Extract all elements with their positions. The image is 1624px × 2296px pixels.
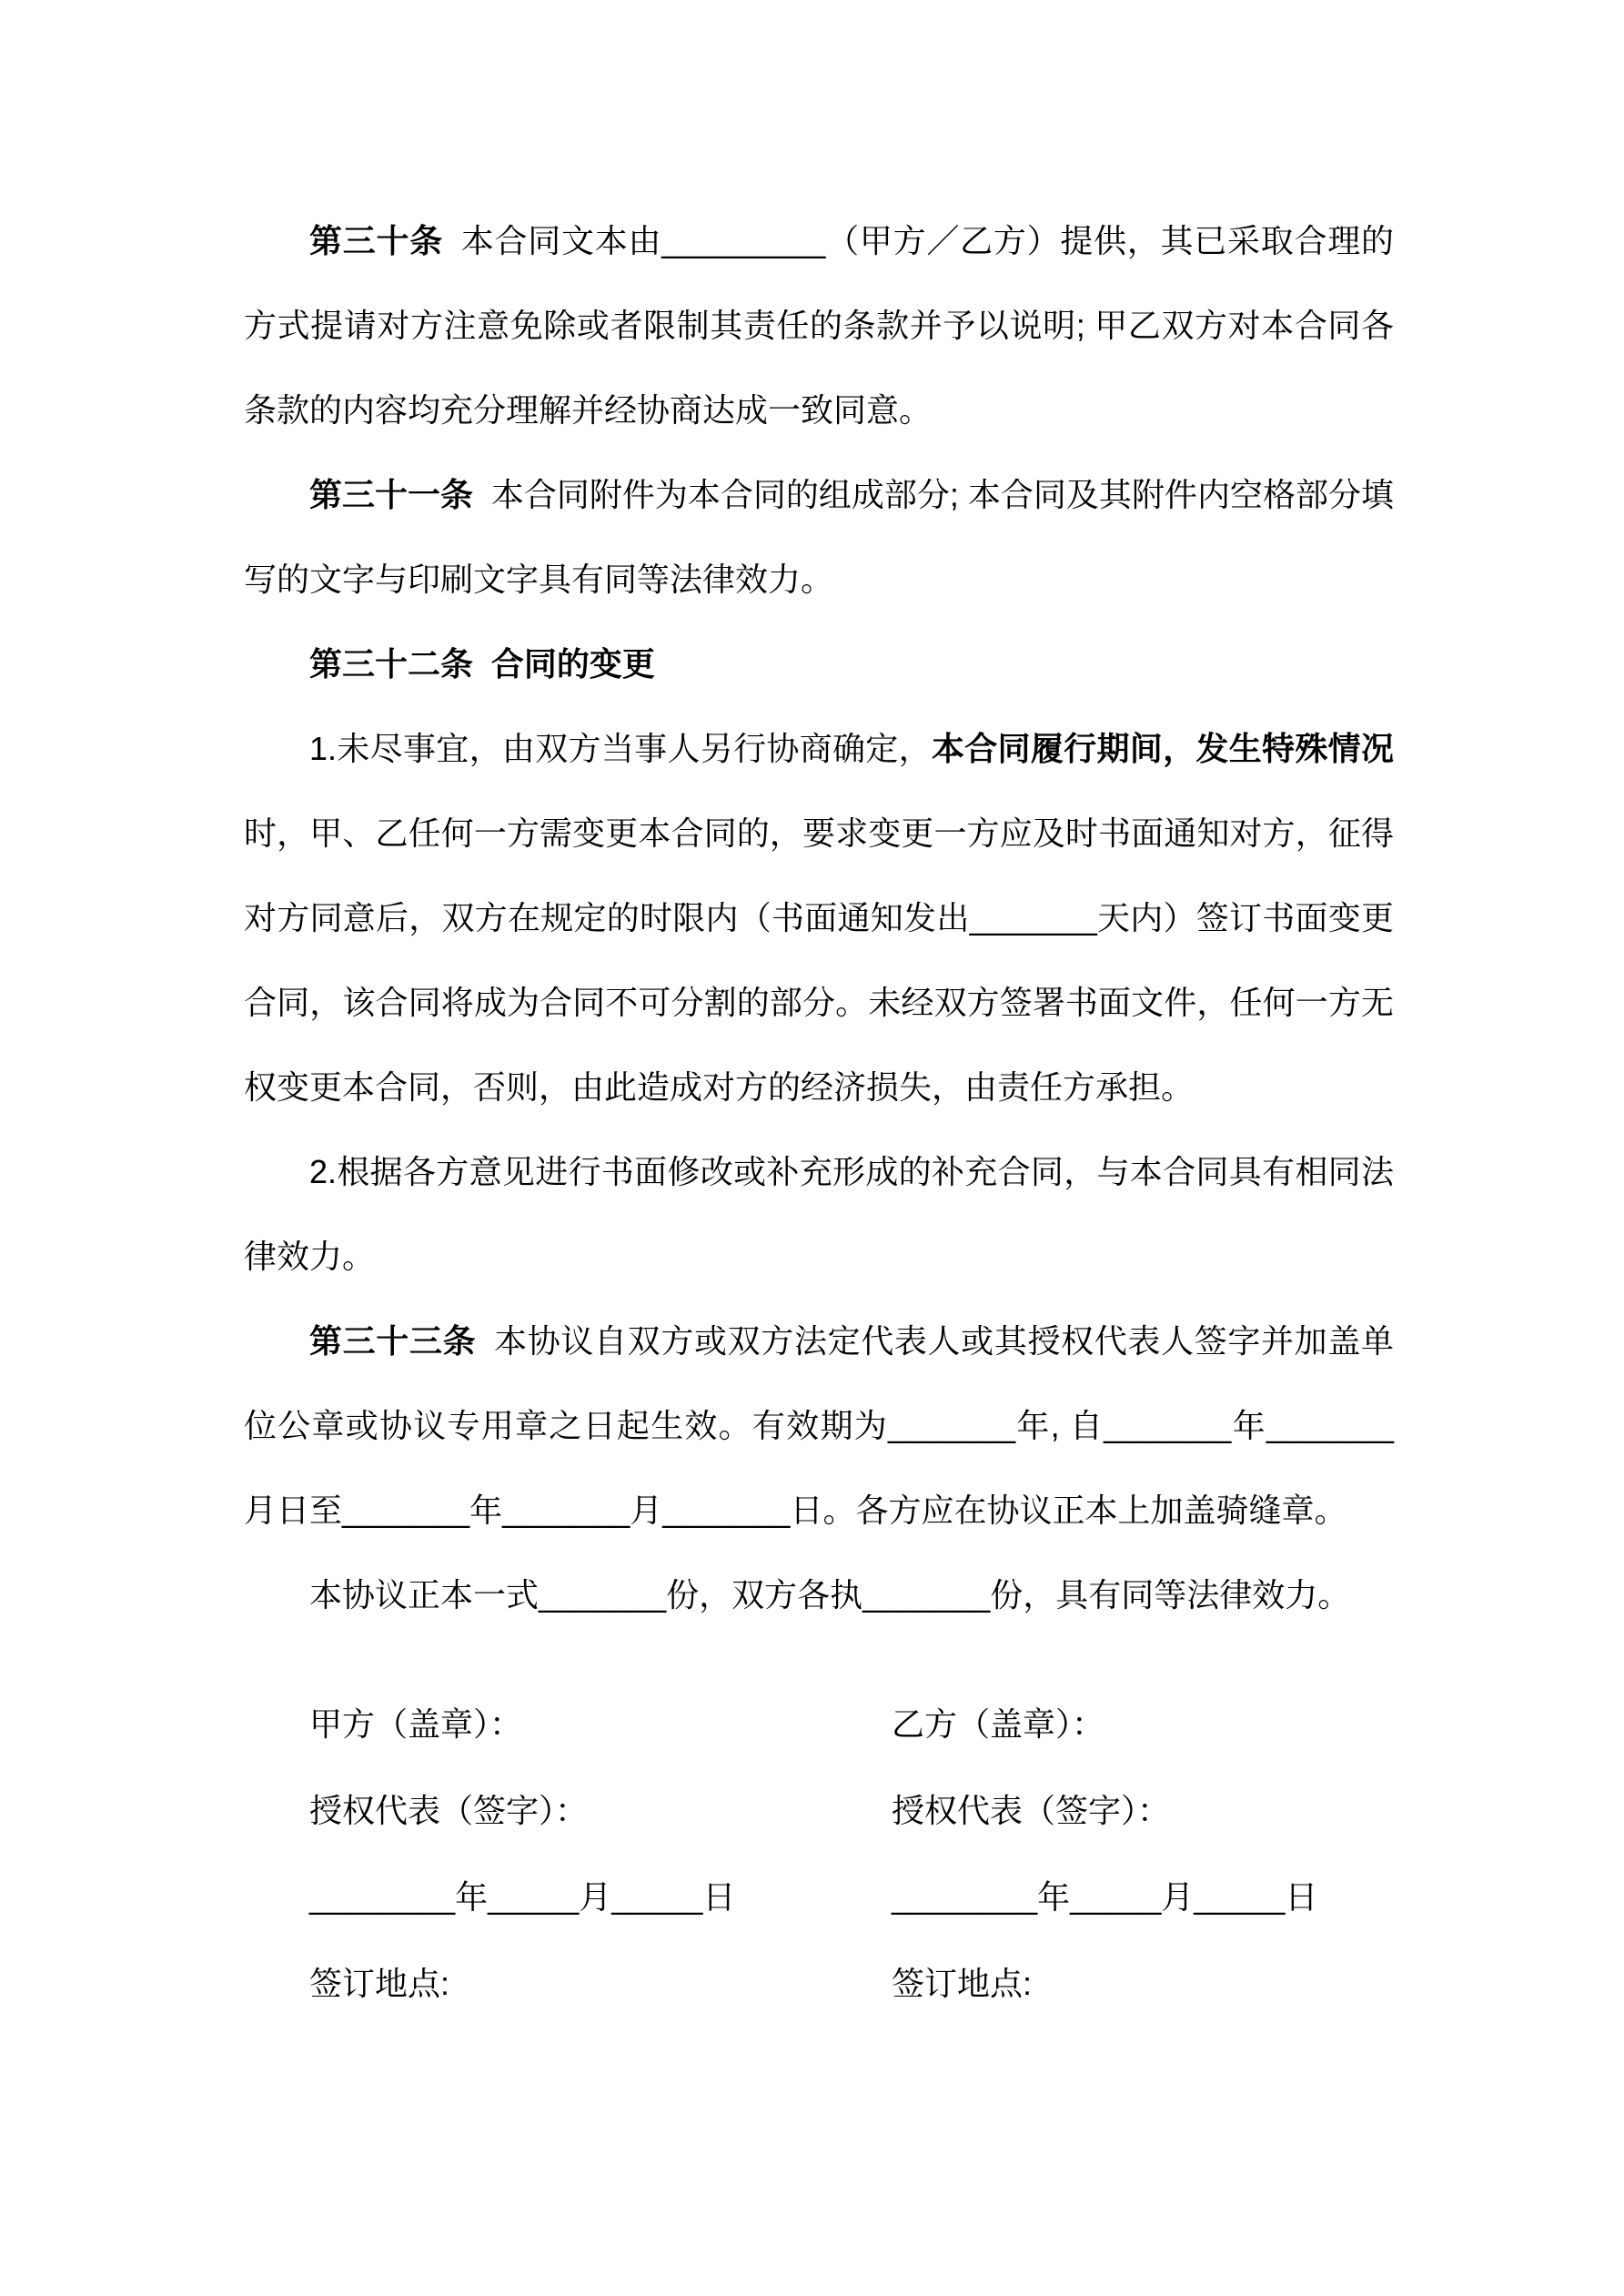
clause-30-paragraph bbox=[244, 198, 1394, 452]
contract-body bbox=[244, 198, 1394, 2027]
clause-31-paragraph bbox=[244, 452, 1394, 622]
party-a-place-label: 签订地点: bbox=[309, 1965, 450, 2002]
clause-32-heading bbox=[244, 622, 1394, 706]
party-b-representative-label: 授权代表（签字）： bbox=[892, 1792, 1171, 1829]
party-a-date-blank-line: ________年_____月_____日 bbox=[309, 1878, 736, 1916]
date-row bbox=[244, 1854, 1394, 1940]
party-b-date-blank-line: ________年_____月_____日 bbox=[892, 1878, 1318, 1916]
signature-block bbox=[244, 1681, 1394, 2027]
place-row bbox=[244, 1940, 1394, 2027]
clause-33-number: 第三十三条 bbox=[309, 1322, 477, 1360]
clause-31-body: 本合同附件为本合同的组成部分; 本合同及其附件内空格部分填写的文字与印刷文字具有同等法律效力。 bbox=[244, 476, 1394, 598]
clause-32-item-2 bbox=[244, 1129, 1394, 1299]
clause-30-number: 第三十条 bbox=[309, 222, 443, 259]
clause-33-body: 本协议自双方或双方法定代表人或其授权代表人签字并加盖单位公章或协议专用章之日起生效。有效期为_______年, 自_______年_______月日至_______年_______月_______日。各方应在协议正本上加盖骑缝章。 bbox=[244, 1322, 1394, 1529]
clause-32-item2-text: 2.根据各方意见进行书面修改或补充形成的补充合同，与本合同具有相同法律效力。 bbox=[244, 1153, 1394, 1275]
clause-32-item1-continuation: 时，甲、乙任何一方需变更本合同的，要求变更一方应及时书面通知对方，征得对方同意后，双方在规定的时限内（书面通知发出_______天内）签订书面变更合同，该合同将成为合同不可分割的部分。未经双方签署书面文件，任何一方无权变更本合同，否则，由此造成对方的经济损失，由责任方承担。 bbox=[244, 814, 1394, 1106]
party-a-representative-label: 授权代表（签字）： bbox=[309, 1792, 589, 1829]
clause-32-item-1 bbox=[244, 706, 1394, 1129]
representative-row bbox=[244, 1767, 1394, 1854]
seal-row bbox=[244, 1681, 1394, 1767]
copies-text: 本协议正本一式_______份，双方各执_______份，具有同等法律效力。 bbox=[309, 1576, 1351, 1613]
party-b-place-label: 签订地点: bbox=[892, 1965, 1033, 2002]
clause-32-item1-bold-phrase: 本合同履行期间，发生特殊情况 bbox=[931, 730, 1394, 767]
clause-30-body: 本合同文本由_________（甲方／乙方）提供，其已采取合理的方式提请对方注意免除或者限制其责任的条款并予以说明; 甲乙双方对本合同各条款的内容均充分理解并经协商达成一致同意。 bbox=[244, 222, 1394, 429]
party-b-seal-label: 乙方（盖章）： bbox=[892, 1705, 1105, 1743]
clause-31-number: 第三十一条 bbox=[309, 476, 474, 513]
clause-32-number: 第三十二条 bbox=[309, 645, 474, 683]
clause-33-paragraph bbox=[244, 1299, 1394, 1553]
clause-32-item1-text: 1.未尽事宜，由双方当事人另行协商确定， bbox=[309, 730, 932, 767]
copies-paragraph bbox=[244, 1553, 1394, 1637]
clause-32-title: 合同的变更 bbox=[490, 645, 655, 683]
party-a-seal-label: 甲方（盖章）： bbox=[309, 1705, 523, 1743]
